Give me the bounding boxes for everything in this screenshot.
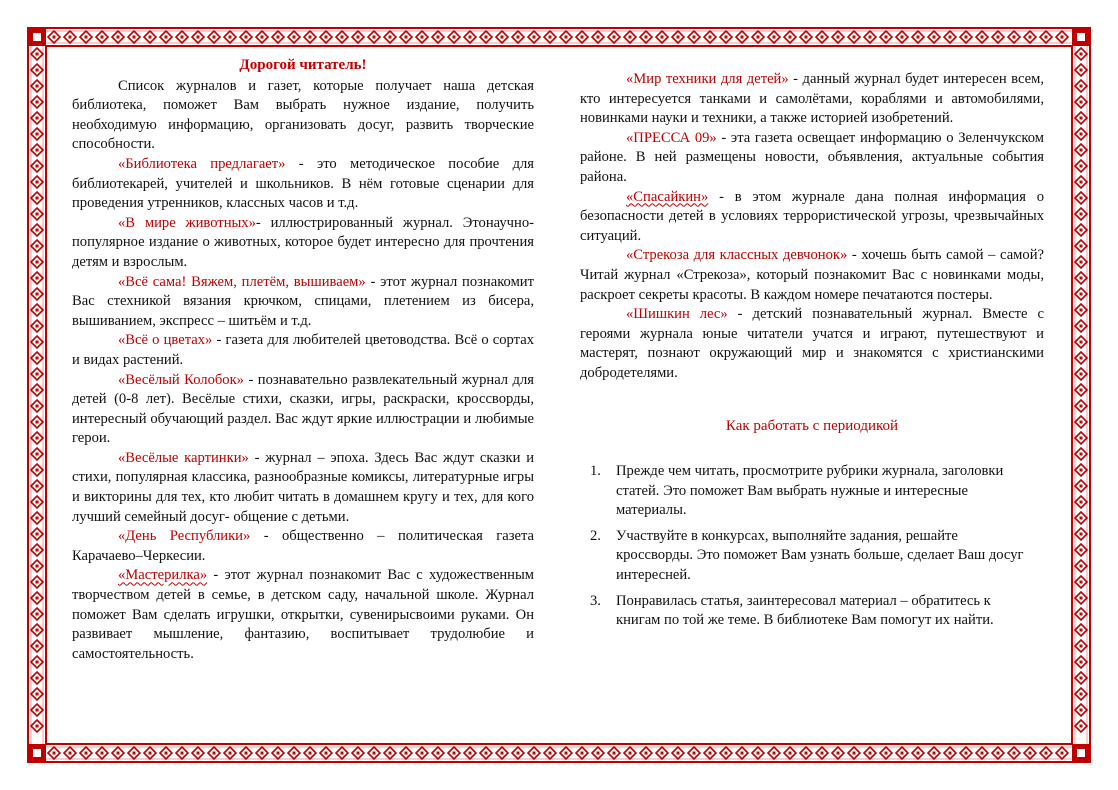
border-motif-dot [1080, 293, 1083, 296]
border-motif-dot [1080, 533, 1083, 536]
list-text: Понравилась статья, заинтересовал материал – обратитесь к книгам по той же теме. В библиотеке Вам помогут их найти. [616, 592, 994, 629]
border-motif-dot [901, 36, 904, 39]
periodical-description: - данный журнал будет интересен всем, кто интересуется танками и самолётами, кораблями и автомобилями, новинками науки и техники, а также историей изобретений. [580, 71, 1044, 127]
border-motif-dot [629, 36, 632, 39]
intro-paragraph: Список журналов и газет, которые получает наша детская библиотека, поможет Вам выбрать нужное издание, получить необходимую информацию, организовать досуг, развить творческие способности. [72, 77, 534, 153]
border-motif-dot [36, 213, 39, 216]
border-motif-dot [677, 752, 680, 755]
border-motif-dot [917, 36, 920, 39]
border-motif-dot [1061, 36, 1064, 39]
periodical-name: «Весёлые картинки» [118, 449, 249, 466]
border-motif-dot [725, 36, 728, 39]
border-motif-dot [85, 36, 88, 39]
border-motif-dot [965, 36, 968, 39]
periodical-entry [72, 214, 534, 273]
border-motif-dot [1045, 752, 1048, 755]
border-corner-center [33, 749, 41, 757]
border-motif-dot [997, 752, 1000, 755]
border-motif-dot [1029, 752, 1032, 755]
border-motif-dot [36, 293, 39, 296]
border-motif-dot [325, 752, 328, 755]
border-motif-dot [1080, 69, 1083, 72]
periodical-name: «ПРЕССА 09» [626, 129, 717, 146]
periodical-description: - журнал – эпоха. Здесь Вас ждут сказки и стихи, популярная классика, разнообразные комиксы, литературные игры и викторины для тех, кто любит читать в домашнем кругу и тех, для кого лучший семейный досуг- общение с детьми. [72, 449, 535, 525]
border-motif-dot [36, 133, 39, 136]
border-motif-dot [709, 752, 712, 755]
border-motif-dot [965, 752, 968, 755]
list-item [590, 592, 1026, 631]
periodical-name: «Всё о цветах» [118, 332, 213, 349]
border-motif-dot [1029, 36, 1032, 39]
border-motif-dot [357, 752, 360, 755]
border-motif-dot [36, 453, 39, 456]
border-motif-dot [629, 752, 632, 755]
border-motif-dot [1080, 53, 1083, 56]
periodical-entry [580, 129, 1044, 188]
border-motif-dot [277, 752, 280, 755]
border-motif-dot [389, 752, 392, 755]
border-motif-dot [1080, 725, 1083, 728]
periodical-description: - иллюстрированный журнал. Этонаучно-популярное издание о животных, которое будет интересно для прочтения детям и взрослым. [72, 214, 534, 270]
border-motif-dot [1080, 453, 1083, 456]
border-motif-dot [1080, 373, 1083, 376]
border-motif-dot [469, 36, 472, 39]
border-motif-dot [149, 752, 152, 755]
periodical-description: - хочешь быть самой – самой? Читай журнал «Стрекоза», который познакомит Вас с новинками моды, раскроет секреты красоты. В каждом номере печатаются постеры. [580, 247, 1045, 303]
border-motif-dot [853, 752, 856, 755]
border-motif-dot [741, 752, 744, 755]
list-item [590, 462, 1026, 521]
border-motif-dot [357, 36, 360, 39]
right-column [580, 70, 1044, 637]
section-subtitle: Как работать с периодикой [725, 417, 899, 434]
border-motif-dot [837, 752, 840, 755]
border-motif-dot [677, 36, 680, 39]
periodical-description: - это методическое пособие для библиотекарей, учителей и школьников. В нём готовые сценарии для проведения утренников, классных часов и т.д. [72, 155, 534, 212]
border-motif-dot [36, 533, 39, 536]
border-motif-dot [869, 36, 872, 39]
border-motif-dot [36, 101, 39, 104]
periodical-name: «Мастерилка» [118, 567, 208, 584]
border-motif-dot [36, 565, 39, 568]
border-motif-dot [133, 36, 136, 39]
border-motif-dot [1061, 752, 1064, 755]
border-motif-dot [1080, 677, 1083, 680]
periodical-name: «Стрекоза для классных девчонок» [626, 247, 848, 264]
border-motif-dot [1080, 597, 1083, 600]
periodical-entry [72, 331, 534, 370]
border-motif-dot [485, 752, 488, 755]
border-motif-dot [885, 36, 888, 39]
border-motif-dot [1080, 85, 1083, 88]
border-motif-dot [869, 752, 872, 755]
border-motif-dot [341, 36, 344, 39]
border-motif-dot [1080, 309, 1083, 312]
border-motif-dot [36, 149, 39, 152]
border-motif-dot [197, 752, 200, 755]
list-number: 3. [590, 592, 601, 609]
periodical-description: - в этом журнале дана полная информация о безопасности детей в условиях террористической угрозы, чрезвычайных ситуаций. [580, 188, 1044, 244]
periodical-description: - детский познавательный журнал. Вместе с героями журнала юные читатели учатся и играют, путешествуют и мастерят, познают окружающий мир и знакомятся с христианскими добродетелями. [580, 306, 1045, 381]
periodical-description: - газета для любителей цветоводства. Всё о сортах и видах растений. [72, 332, 534, 368]
border-motif-dot [293, 36, 296, 39]
border-motif-dot [36, 261, 39, 264]
periodical-description: - этот журнал познакомит Вас стехникой вязания крючком, спицами, плетением из бисера, вышиванием, экспресс – шитьём и т.д. [72, 273, 534, 329]
border-motif-dot [245, 36, 248, 39]
border-motif-dot [533, 36, 536, 39]
border-motif-dot [1080, 149, 1083, 152]
border-motif-dot [949, 752, 952, 755]
border-motif-dot [261, 36, 264, 39]
list-number: 1. [590, 463, 601, 480]
border-motif-dot [36, 661, 39, 664]
border-motif-dot [533, 752, 536, 755]
border-motif-dot [229, 36, 232, 39]
border-motif-dot [36, 725, 39, 728]
border-motif-dot [229, 752, 232, 755]
border-motif-dot [165, 36, 168, 39]
border-motif-dot [36, 309, 39, 312]
border-motif-dot [613, 752, 616, 755]
list-text: Прежде чем читать, просмотрите рубрики журнала, заголовки статей. Это поможет Вам выбрать нужные и интересные материалы. [616, 463, 1004, 519]
border-motif-dot [1045, 36, 1048, 39]
border-motif-dot [36, 69, 39, 72]
border-motif-dot [117, 752, 120, 755]
border-motif-dot [581, 752, 584, 755]
border-motif-dot [53, 752, 56, 755]
border-motif-dot [1080, 261, 1083, 264]
border-motif-dot [1080, 549, 1083, 552]
periodical-entry [72, 155, 534, 214]
border-motif-dot [437, 36, 440, 39]
border-motif-dot [1080, 213, 1083, 216]
periodical-entry [72, 527, 534, 566]
border-motif-dot [1080, 181, 1083, 184]
border-motif-dot [309, 752, 312, 755]
border-motif-dot [485, 36, 488, 39]
border-motif-dot [645, 752, 648, 755]
border-corner-center [33, 33, 41, 41]
border-motif-dot [149, 36, 152, 39]
border-motif-dot [36, 581, 39, 584]
border-motif-dot [549, 36, 552, 39]
left-column [72, 56, 534, 664]
border-motif-dot [885, 752, 888, 755]
border-motif-dot [373, 752, 376, 755]
border-motif-dot [1013, 752, 1016, 755]
border-motif-dot [36, 693, 39, 696]
border-motif-dot [36, 165, 39, 168]
border-motif-dot [517, 752, 520, 755]
periodical-name: «День Республики» [118, 528, 251, 545]
border-motif-dot [917, 752, 920, 755]
border-motif-dot [469, 752, 472, 755]
border-motif-dot [1080, 325, 1083, 328]
border-motif-dot [1080, 357, 1083, 360]
periodical-entry [72, 371, 534, 449]
border-motif-dot [997, 36, 1000, 39]
border-motif-dot [261, 752, 264, 755]
border-motif-dot [36, 197, 39, 200]
border-motif-dot [69, 36, 72, 39]
border-motif-dot [661, 36, 664, 39]
border-motif-dot [565, 752, 568, 755]
border-motif-dot [181, 36, 184, 39]
periodical-entry [580, 188, 1044, 247]
periodical-description: - общественно – политическая газета Карачаево–Черкесии. [72, 528, 535, 564]
border-motif-dot [933, 752, 936, 755]
border-motif-dot [133, 752, 136, 755]
periodical-description: - эта газета освещает информацию о Зеленчукском районе. В ней размещены новости, объявления, актуальные события района. [580, 129, 1045, 185]
periodical-entry [580, 305, 1044, 383]
border-motif-dot [821, 36, 824, 39]
border-motif-dot [309, 36, 312, 39]
border-motif-dot [1080, 485, 1083, 488]
border-motif-dot [36, 549, 39, 552]
border-motif-dot [36, 85, 39, 88]
page-title: Дорогой читатель! [239, 57, 367, 73]
border-motif-dot [773, 36, 776, 39]
border-motif-dot [565, 36, 568, 39]
list-text: Участвуйте в конкурсах, выполняйте задания, решайте кроссворды. Это поможет Вам узнать больше, сделает Ваш досуг интересней. [616, 527, 1024, 584]
border-motif-dot [1080, 693, 1083, 696]
periodical-description: - этот журнал познакомит Вас с художественным творчеством детей в семье, в детском саду, начальной школе. Журнал поможет Вам сделать игрушки, открытки, сувенирысвоими руками. Он развивает мышление, фантазию, воспитывает трудолюбие и самостоятельность. [72, 567, 534, 662]
border-motif-dot [1080, 405, 1083, 408]
border-motif-dot [69, 752, 72, 755]
border-motif-dot [501, 752, 504, 755]
border-motif-dot [101, 36, 104, 39]
periodical-name: «Весёлый Колобок» [118, 371, 244, 388]
periodical-entry [72, 566, 534, 664]
border-motif-dot [197, 36, 200, 39]
border-motif-dot [181, 752, 184, 755]
border-motif-dot [85, 752, 88, 755]
border-motif-dot [277, 36, 280, 39]
periodical-description: - познавательно развлекательный журнал для детей (0-8 лет). Весёлые стихи, сказки, игры, раскраски, кроссворды, интересный обучающий раздел. Вас ждут яркие иллюстрации и любимые герои. [72, 371, 534, 447]
border-motif-dot [36, 469, 39, 472]
border-motif-dot [981, 752, 984, 755]
border-motif-dot [1080, 437, 1083, 440]
border-motif-dot [933, 36, 936, 39]
border-motif-dot [373, 36, 376, 39]
border-motif-dot [789, 36, 792, 39]
border-motif-dot [36, 597, 39, 600]
list-number: 2. [590, 527, 601, 544]
border-motif-dot [421, 36, 424, 39]
border-motif-dot [36, 629, 39, 632]
border-motif-dot [981, 36, 984, 39]
border-motif-dot [1080, 101, 1083, 104]
border-motif-dot [597, 752, 600, 755]
border-motif-dot [1080, 421, 1083, 424]
border-motif-dot [773, 752, 776, 755]
border-motif-dot [597, 36, 600, 39]
border-motif-dot [1080, 645, 1083, 648]
border-motif-dot [1080, 501, 1083, 504]
border-motif-dot [901, 752, 904, 755]
border-motif-dot [1080, 229, 1083, 232]
border-motif-dot [437, 752, 440, 755]
border-motif-dot [36, 277, 39, 280]
border-motif-dot [36, 677, 39, 680]
border-motif-dot [1013, 36, 1016, 39]
border-motif-dot [36, 357, 39, 360]
border-motif-dot [1080, 133, 1083, 136]
border-motif-dot [757, 36, 760, 39]
border-motif-dot [293, 752, 296, 755]
border-motif-dot [837, 36, 840, 39]
border-motif-dot [117, 36, 120, 39]
border-motif-dot [1080, 389, 1083, 392]
border-motif-dot [453, 36, 456, 39]
border-motif-dot [1080, 165, 1083, 168]
border-motif-dot [805, 36, 808, 39]
border-motif-dot [693, 36, 696, 39]
border-motif-dot [1080, 245, 1083, 248]
border-motif-dot [36, 501, 39, 504]
border-motif-dot [36, 389, 39, 392]
border-motif-dot [36, 53, 39, 56]
border-motif-dot [36, 645, 39, 648]
border-motif-dot [661, 752, 664, 755]
periodical-name: «Шишкин лес» [626, 306, 728, 323]
border-motif-dot [36, 709, 39, 712]
border-motif-dot [757, 752, 760, 755]
border-motif-dot [853, 36, 856, 39]
border-motif-dot [1080, 613, 1083, 616]
border-motif-dot [421, 752, 424, 755]
border-motif-dot [36, 373, 39, 376]
border-motif-dot [709, 36, 712, 39]
border-corner-center [1077, 749, 1085, 757]
border-motif-dot [581, 36, 584, 39]
periodical-entry [580, 70, 1044, 129]
border-motif-dot [517, 36, 520, 39]
border-motif-dot [1080, 197, 1083, 200]
periodical-entry [72, 273, 534, 332]
border-motif-dot [821, 752, 824, 755]
border-motif-dot [36, 421, 39, 424]
border-motif-dot [405, 36, 408, 39]
border-motif-dot [1080, 517, 1083, 520]
periodical-entry [72, 449, 534, 527]
border-motif-dot [36, 517, 39, 520]
border-motif-dot [1080, 565, 1083, 568]
border-motif-dot [165, 752, 168, 755]
border-motif-dot [36, 437, 39, 440]
periodical-name: «Библиотека предлагает» [118, 155, 286, 172]
border-motif-dot [453, 752, 456, 755]
border-motif-dot [741, 36, 744, 39]
border-motif-dot [725, 752, 728, 755]
periodical-name: «В мире животных» [118, 214, 256, 231]
periodical-name: «Спасайкин» [626, 188, 709, 205]
border-motif-dot [1080, 709, 1083, 712]
border-motif-dot [549, 752, 552, 755]
border-motif-dot [341, 752, 344, 755]
border-motif-dot [101, 752, 104, 755]
list-item [590, 527, 1026, 586]
border-motif-dot [36, 325, 39, 328]
periodical-name: «Мир техники для детей» [626, 71, 789, 87]
border-motif-dot [613, 36, 616, 39]
border-motif-dot [36, 341, 39, 344]
border-motif-dot [36, 405, 39, 408]
border-motif-dot [693, 752, 696, 755]
border-motif-dot [36, 229, 39, 232]
border-motif-dot [1080, 341, 1083, 344]
border-motif-dot [501, 36, 504, 39]
border-motif-dot [1080, 629, 1083, 632]
border-motif-dot [949, 36, 952, 39]
border-motif-dot [789, 752, 792, 755]
border-motif-dot [1080, 469, 1083, 472]
border-motif-dot [36, 485, 39, 488]
border-motif-dot [1080, 277, 1083, 280]
border-motif-dot [1080, 581, 1083, 584]
border-motif-dot [325, 36, 328, 39]
border-motif-dot [36, 613, 39, 616]
border-motif-dot [245, 752, 248, 755]
border-motif-dot [389, 36, 392, 39]
border-motif-dot [36, 181, 39, 184]
border-motif-dot [36, 245, 39, 248]
border-motif-dot [213, 36, 216, 39]
border-motif-dot [53, 36, 56, 39]
border-motif-dot [36, 117, 39, 120]
tips-list [580, 462, 1026, 631]
border-motif-dot [645, 36, 648, 39]
border-corner-center [1077, 33, 1085, 41]
border-motif-dot [805, 752, 808, 755]
periodical-entry [580, 246, 1044, 305]
border-motif-dot [405, 752, 408, 755]
border-motif-dot [1080, 117, 1083, 120]
border-motif-dot [1080, 661, 1083, 664]
periodical-name: «Всё сама! Вяжем, плетём, вышиваем» [118, 273, 366, 290]
border-motif-dot [213, 752, 216, 755]
